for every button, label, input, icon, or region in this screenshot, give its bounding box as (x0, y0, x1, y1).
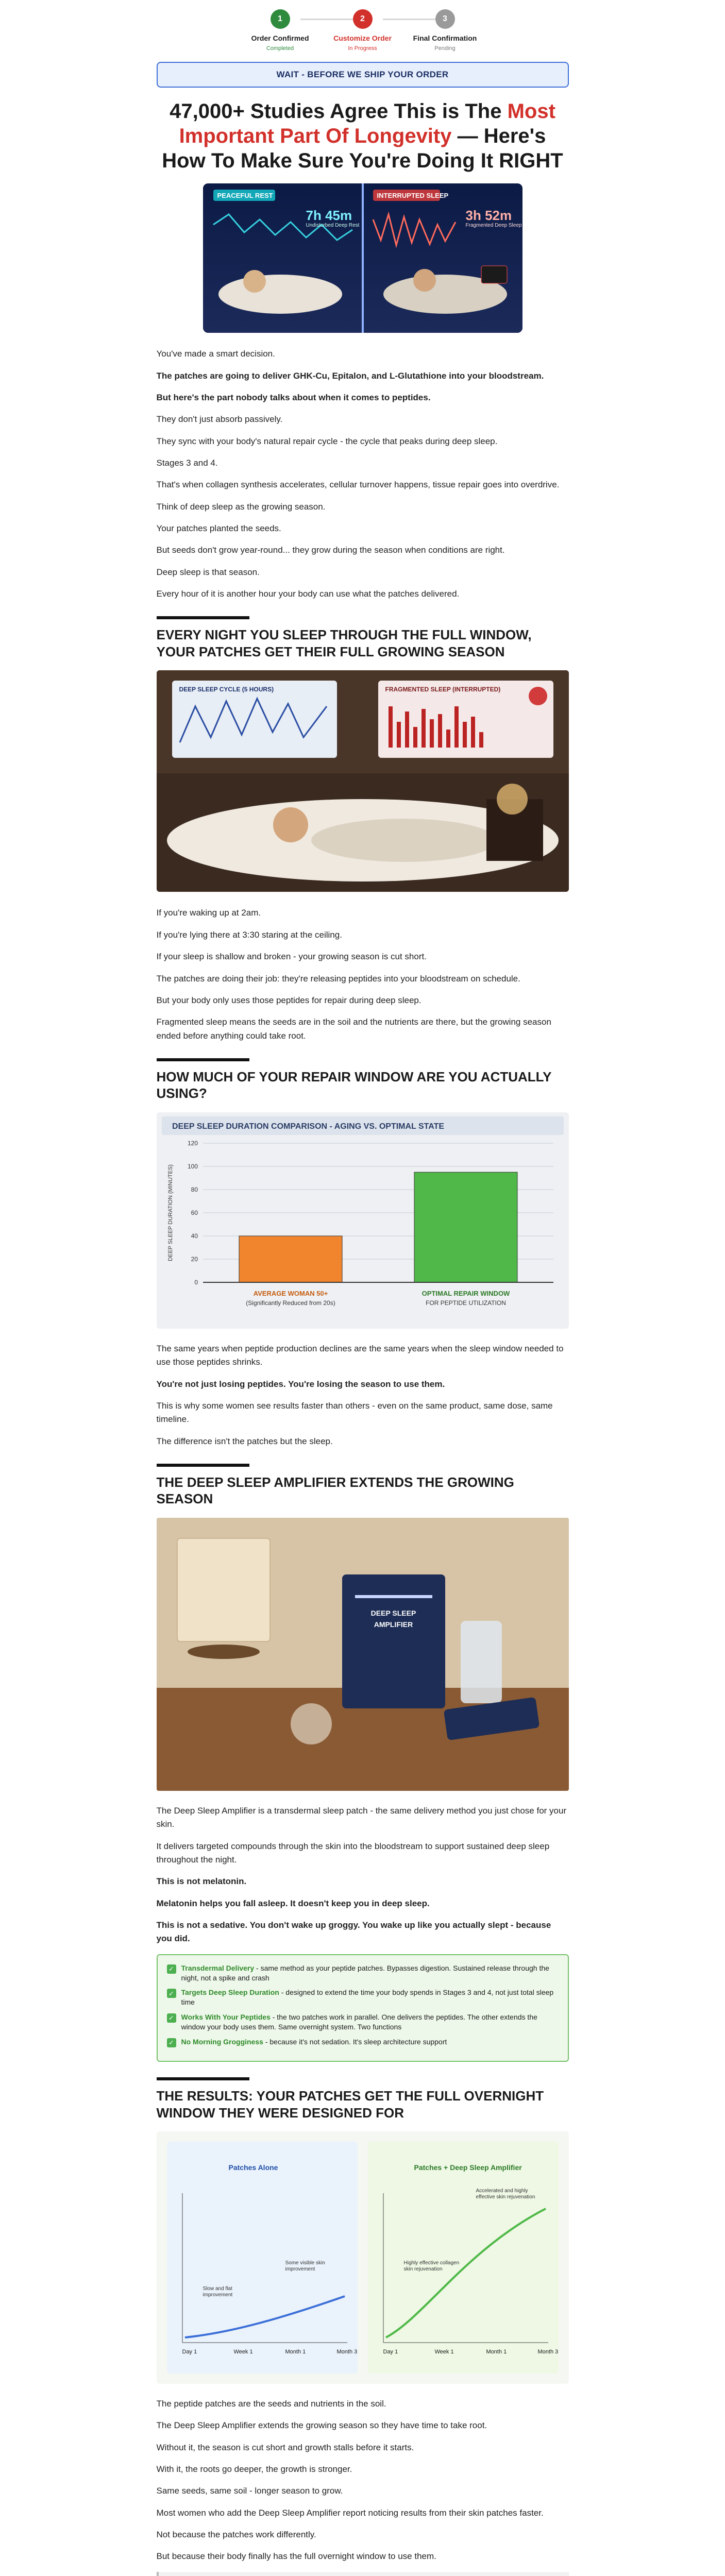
body-paragraph: That's when collagen synthesis accelerates, cellular turnover happens, tissue repair goes into overdrive. (156, 480, 560, 490)
body-paragraph: The difference isn't the patches but the sleep. (156, 1436, 333, 1446)
y-axis-label: DEEP SLEEP DURATION (MINUTES) (167, 1164, 174, 1261)
benefit-desc: - same method as your peptide patches. Bypasses digestion. Sustained release through the night, not a spike and crash (181, 1963, 549, 1982)
step-status: Completed (266, 45, 294, 52)
step-status: In Progress (348, 45, 377, 52)
y-tick-label: 100 (187, 1162, 198, 1170)
order-progress (0, 0, 725, 62)
benefit-text (181, 2037, 447, 2047)
results-left-note1: Slow and flat improvement (203, 2286, 233, 2298)
section-divider (157, 616, 249, 619)
category-label: OPTIMAL REPAIR WINDOW (421, 1289, 510, 1297)
section1-title: EVERY NIGHT YOU SLEEP THROUGH THE FULL WINDOW, YOUR PATCHES GET THEIR FULL GROWING SEASON (156, 627, 532, 659)
progress-step-1 (239, 9, 322, 62)
body-paragraph: The Deep Sleep Amplifier extends the growing season so they have time to take root. (156, 2420, 487, 2431)
results-left-title: Patches Alone (228, 2163, 278, 2172)
hero-right-title: INTERRUPTED SLEEP (377, 192, 449, 200)
section-divider (157, 1058, 249, 1061)
body-paragraph: Your patches planted the seeds. (156, 523, 281, 534)
x-tick-label: Month 1 (285, 2349, 306, 2355)
intro-copy (157, 347, 569, 601)
section4-copy (157, 2397, 569, 2564)
body-paragraph: Deep sleep is that season. (156, 567, 260, 577)
body-paragraph: With it, the roots go deeper, the growth is stronger. (156, 2464, 352, 2475)
body-paragraph: But your body only uses those peptides for repair during deep sleep. (156, 995, 421, 1005)
body-paragraph: The patches are going to deliver GHK-Cu, Epitalon, and L-Glutathione into your bloodstream. (156, 370, 544, 381)
body-paragraph: You've made a smart decision. (156, 349, 275, 359)
benefit-title: Transdermal Delivery (181, 1963, 255, 1972)
results-right-note2: Highly effective collagen skin rejuvenation (403, 2260, 460, 2273)
body-paragraph: They sync with your body's natural repair cycle - the cycle that peaks during deep sleep. (156, 436, 498, 446)
hero-left-caption: Undisturbed Deep Rest (306, 223, 360, 229)
benefit-text (181, 1988, 559, 2007)
hero-left-time: 7h 45m (306, 208, 352, 224)
section3-copy (157, 1804, 569, 1946)
body-paragraph: This is not melatonin. (156, 1876, 247, 1887)
section3-title: THE DEEP SLEEP AMPLIFIER EXTENDS THE GROWING SEASON (156, 1474, 514, 1507)
img-left-label: DEEP SLEEP CYCLE (5 HOURS) (179, 686, 274, 693)
benefit-title: Works With Your Peptides (181, 2013, 271, 2022)
section4-title: THE RESULTS: YOUR PATCHES GET THE FULL OVERNIGHT WINDOW THEY WERE DESIGNED FOR (156, 2088, 544, 2121)
hero-right-caption: Fragmented Deep Sleep (465, 223, 522, 229)
benefit-title: Targets Deep Sleep Duration (181, 1988, 279, 1997)
body-paragraph: If you're lying there at 3:30 staring at the ceiling. (156, 929, 342, 940)
x-tick-label: Week 1 (233, 2349, 253, 2355)
check-icon: ✓ (167, 1989, 176, 1998)
results-comparison-chart (157, 2131, 569, 2384)
y-tick-label: 120 (187, 1139, 198, 1147)
body-paragraph: This is why some women see results faster than others - even on the same product, same dose, same timeline. (156, 1400, 553, 1425)
x-tick-label: Month 1 (486, 2349, 507, 2355)
body-paragraph: Melatonin helps you fall asleep. It doesn't keep you in deep sleep. (156, 1898, 430, 1908)
bar (239, 1236, 342, 1282)
hero-left-title: PEACEFUL REST (217, 192, 273, 200)
bar-chart-svg (157, 1112, 569, 1329)
x-tick-label: Month 3 (537, 2349, 559, 2355)
body-paragraph: Every hour of it is another hour your body can use what the patches delivered. (156, 589, 460, 599)
body-paragraph: The peptide patches are the seeds and nutrients in the soil. (156, 2399, 386, 2409)
results-right-title: Patches + Deep Sleep Amplifier (414, 2163, 522, 2172)
step-label: Customize Order (333, 34, 392, 42)
check-icon: ✓ (167, 2038, 176, 2047)
section1-copy (157, 906, 569, 1042)
benefit-desc: - because it's not sedation. It's sleep architecture support (263, 2038, 447, 2046)
body-paragraph: The same years when peptide production declines are the same years when the sleep window needed to use those peptides shrinks. (156, 1343, 564, 1367)
body-paragraph: It delivers targeted compounds through the skin into the bloodstream to support sustained deep sleep throughout the night. (156, 1841, 550, 1865)
testimonial (157, 2572, 569, 2576)
headline-part2: — Here's How To Make Sure You're Doing It RIGHT (162, 125, 563, 173)
body-paragraph: The patches are doing their job: they're releasing peptides into your bloodstream on schedule. (156, 973, 520, 984)
y-tick-label: 20 (191, 1255, 198, 1263)
body-paragraph: This is not a sedative. You don't wake up groggy. You wake up like you actually slept - because you did. (156, 1920, 551, 1944)
x-tick-label: Week 1 (434, 2349, 454, 2355)
benefits-box (157, 1954, 569, 2062)
body-paragraph: But here's the part nobody talks about when it comes to peptides. (156, 393, 431, 403)
bar (414, 1172, 517, 1282)
benefit-desc: - the two patches work in parallel. One delivers the peptides. The other extends the window your body uses them. Same overnight system. Two functions (181, 2013, 537, 2031)
body-paragraph: You're not just losing peptides. You're losing the season to use them. (156, 1379, 445, 1389)
progress-step-3 (404, 9, 486, 62)
y-tick-label: 0 (194, 1278, 198, 1286)
x-tick-label: Month 3 (336, 2349, 358, 2355)
results-right-note1: Accelerated and highly effective skin rejuvenation (476, 2188, 535, 2200)
img-right-label: FRAGMENTED SLEEP (INTERRUPTED) (385, 686, 501, 693)
section-divider (157, 1464, 249, 1467)
hero-sleep-comparison-image (203, 183, 522, 333)
body-paragraph: If you're waking up at 2am. (156, 908, 261, 918)
body-paragraph: Without it, the season is cut short and growth stalls before it starts. (156, 2442, 414, 2452)
headline-highlight: Most Important Part Of Longevity (179, 100, 555, 148)
product-illustration (157, 1518, 569, 1791)
headline-part1: 47,000+ Studies Agree This is The (170, 100, 508, 123)
benefit-text (181, 1963, 559, 1983)
step-label: Order Confirmed (251, 34, 309, 42)
x-tick-label: Day 1 (182, 2349, 197, 2355)
benefit-desc: - designed to extend the time your body spends in Stages 3 and 4, not just total sleep time (181, 1988, 554, 2007)
x-tick-label: Day 1 (383, 2349, 398, 2355)
body-paragraph: Same seeds, same soil - longer season to grow. (156, 2486, 343, 2496)
step-number: 2 (353, 9, 373, 29)
body-paragraph: But seeds don't grow year-round... they grow during the season when conditions are right. (156, 545, 505, 555)
step-label: Final Confirmation (413, 34, 477, 42)
body-paragraph: Not because the patches work differently. (156, 2530, 316, 2540)
benefit-item (167, 2037, 559, 2047)
body-paragraph: Fragmented sleep means the seeds are in the soil and the nutrients are there, but the growing season ended before anything could take root. (156, 1017, 551, 1041)
step-status: Pending (434, 45, 456, 52)
y-tick-label: 40 (191, 1232, 198, 1240)
benefit-item (167, 2012, 559, 2032)
deep-sleep-bar-chart (157, 1112, 569, 1329)
sleep-cycle-illustration (157, 670, 569, 892)
benefit-item (167, 1988, 559, 2007)
sleep-cycle-image (157, 670, 569, 892)
body-paragraph: Most women who add the Deep Sleep Amplifier report noticing results from their skin patches faster. (156, 2507, 544, 2518)
hero-right-time: 3h 52m (465, 208, 512, 224)
section2-title: HOW MUCH OF YOUR REPAIR WINDOW ARE YOU ACTUALLY USING? (156, 1069, 552, 1101)
results-left-note2: Some visible skin improvement (285, 2260, 325, 2273)
check-icon: ✓ (167, 1964, 176, 1974)
y-tick-label: 60 (191, 1209, 198, 1216)
check-icon: ✓ (167, 2013, 176, 2023)
wait-banner: WAIT - BEFORE WE SHIP YOUR ORDER (157, 62, 569, 88)
benefit-title: No Morning Grogginess (181, 2038, 263, 2046)
body-paragraph: They don't just absorb passively. (156, 414, 283, 425)
category-sublabel: FOR PEPTIDE UTILIZATION (425, 1299, 506, 1307)
section2-copy (157, 1342, 569, 1448)
body-paragraph: But because their body finally has the full overnight window to use them. (156, 2551, 436, 2562)
category-label: AVERAGE WOMAN 50+ (253, 1289, 328, 1297)
progress-step-2 (322, 9, 404, 62)
chart-title: DEEP SLEEP DURATION COMPARISON - AGING VS. OPTIMAL STATE (172, 1122, 444, 1131)
page-headline (157, 99, 569, 173)
benefit-text (181, 2012, 559, 2032)
section-divider (157, 2077, 249, 2080)
body-paragraph: The Deep Sleep Amplifier is a transdermal sleep patch - the same delivery method you just chose for your skin. (156, 1805, 567, 1829)
body-paragraph: Stages 3 and 4. (156, 458, 218, 468)
step-number: 1 (271, 9, 290, 29)
y-tick-label: 80 (191, 1185, 198, 1193)
product-label: DEEP SLEEP AMPLIFIER (370, 1608, 416, 1629)
category-sublabel: (Significantly Reduced from 20s) (245, 1299, 335, 1307)
body-paragraph: If your sleep is shallow and broken - your growing season is cut short. (156, 952, 427, 962)
step-number: 3 (435, 9, 455, 29)
body-paragraph: Think of deep sleep as the growing season. (156, 501, 326, 512)
product-photo (157, 1518, 569, 1791)
benefit-item (167, 1963, 559, 1983)
